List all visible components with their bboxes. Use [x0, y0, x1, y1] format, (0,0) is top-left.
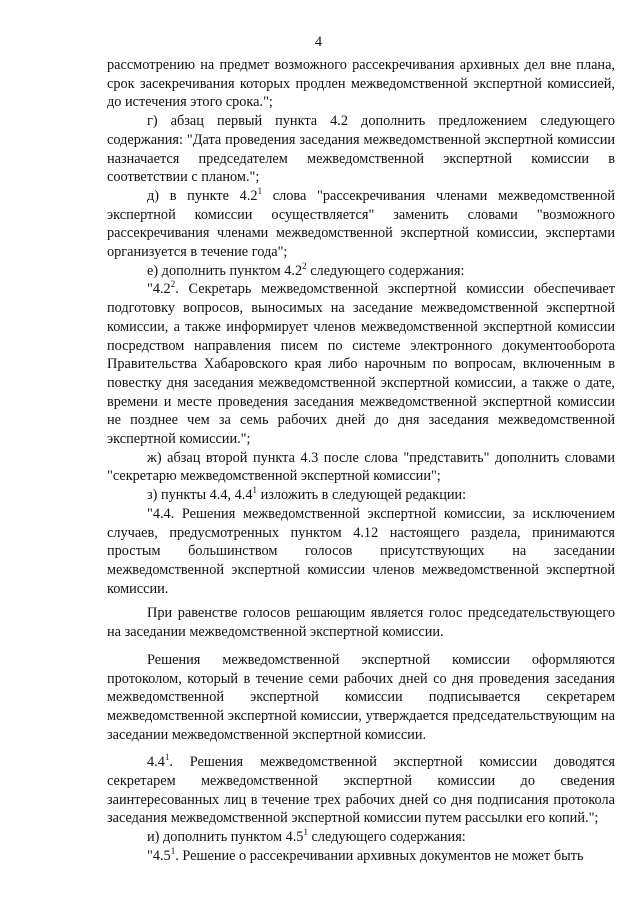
superscript: 1 — [257, 186, 263, 197]
paragraph — [107, 847, 615, 866]
paragraph-text: рассмотрению на предмет возможного рассекречивания архивных дел вне плана, срок засекречивания которых продлен межведомственной экспертной комиссией, до истечения этого срока."; — [107, 57, 615, 111]
paragraph — [107, 505, 615, 599]
superscript: 1 — [170, 846, 176, 857]
paragraph — [107, 56, 615, 112]
paragraph — [107, 112, 615, 187]
paragraph — [107, 828, 615, 847]
paragraph-text: . Секретарь межведомственной экспертной комиссии обеспечивает подготовку вопросов, выносимых на заседание межведомственной экспертной комиссии, а также информирует членов межведомственной экспертной комиссии посредством направления писем по системе электронного документооборота Правительства Хабаровского края либо нарочным по вопросам, включенным в повестку дня заседания межведомственной экспертной комиссии, а также о дате, времени и месте проведения заседания межведомственной экспертной комиссии не позднее чем за семь рабочих дней до дня заседания межведомственной экспертной комиссии."; — [107, 281, 615, 448]
paragraph-text: "4.5 — [147, 847, 171, 864]
paragraph — [107, 753, 615, 828]
superscript: 2 — [170, 279, 176, 290]
paragraph-text: . Решения межведомственной экспертной комиссии доводятся секретарем межведомственной экспертной комиссии до сведения заинтересованных лиц в течение трех рабочих дней со дня подписания протокола заседания межведомственной экспертной комиссии путем рассылки его копий."; — [107, 754, 615, 827]
paragraph-text: следующего содержания: — [307, 829, 466, 846]
paragraph — [107, 604, 615, 641]
paragraph-text: Решения межведомственной экспертной комиссии оформляются протоколом, который в течение семи рабочих дней со дня проведения заседания межведомственной экспертной комиссии подписывается секретарем межведомственной экспертной комиссии, утверждается председательствующим на заседании межведомственной экспертной комиссии. — [107, 651, 615, 743]
paragraph — [107, 187, 615, 262]
superscript: 1 — [303, 827, 308, 838]
paragraph-text: г) абзац первый пункта 4.2 дополнить предложением следующего содержания: "Дата проведения заседания межведомственной экспертной комиссии назначается председателем межведомственной экспертной комиссии в соответствии с планом."; — [107, 113, 615, 186]
superscript: 1 — [252, 485, 258, 496]
superscript: 1 — [164, 752, 170, 763]
paragraph-text: . Решение о рассекречивании архивных документов не может быть — [175, 847, 584, 864]
paragraph-text: ж) абзац второй пункта 4.3 после слова "представить" дополнить словами "секретарю межведомственной экспертной комиссии"; — [107, 449, 615, 485]
paragraph-text: "4.2 — [147, 281, 171, 298]
paragraph-text: з) пункты 4.4, 4.4 — [147, 487, 253, 504]
superscript: 2 — [302, 260, 307, 271]
paragraph-text: 4.4 — [147, 754, 165, 771]
paragraph-text: и) дополнить пунктом 4.5 — [147, 829, 304, 846]
document-body — [107, 56, 615, 866]
paragraph — [107, 262, 615, 281]
paragraph-text: При равенстве голосов решающим является голос председательствующего на заседании межведомственной экспертной комиссии. — [107, 605, 615, 641]
paragraph-text: слова "рассекречивания членами межведомственной экспертной комиссии осуществляется" заменить словами "возможного рассекречивания членами межведомственной экспертной комиссии, экспертами организуется в течение года"; — [107, 187, 616, 261]
paragraph-text: е) дополнить пунктом 4.2 — [147, 262, 303, 279]
paragraph — [107, 486, 615, 505]
paragraph-text: "4.4. Решения межведомственной экспертной комиссии, за исключением случаев, предусмотренных пунктом 4.12 настоящего раздела, принимаются простым большинством голосов присутствующих на заседании межведомственной экспертной комиссии членов межведомственной экспертной комиссии. — [107, 505, 615, 597]
paragraph-text: изложить в следующей редакции: — [257, 487, 467, 504]
paragraph-text: д) в пункте 4.2 — [147, 187, 258, 204]
paragraph — [107, 280, 615, 448]
paragraph — [107, 449, 615, 486]
paragraph — [107, 651, 615, 745]
page-number: 4 — [314, 34, 323, 50]
paragraph-text: следующего содержания: — [306, 262, 465, 279]
